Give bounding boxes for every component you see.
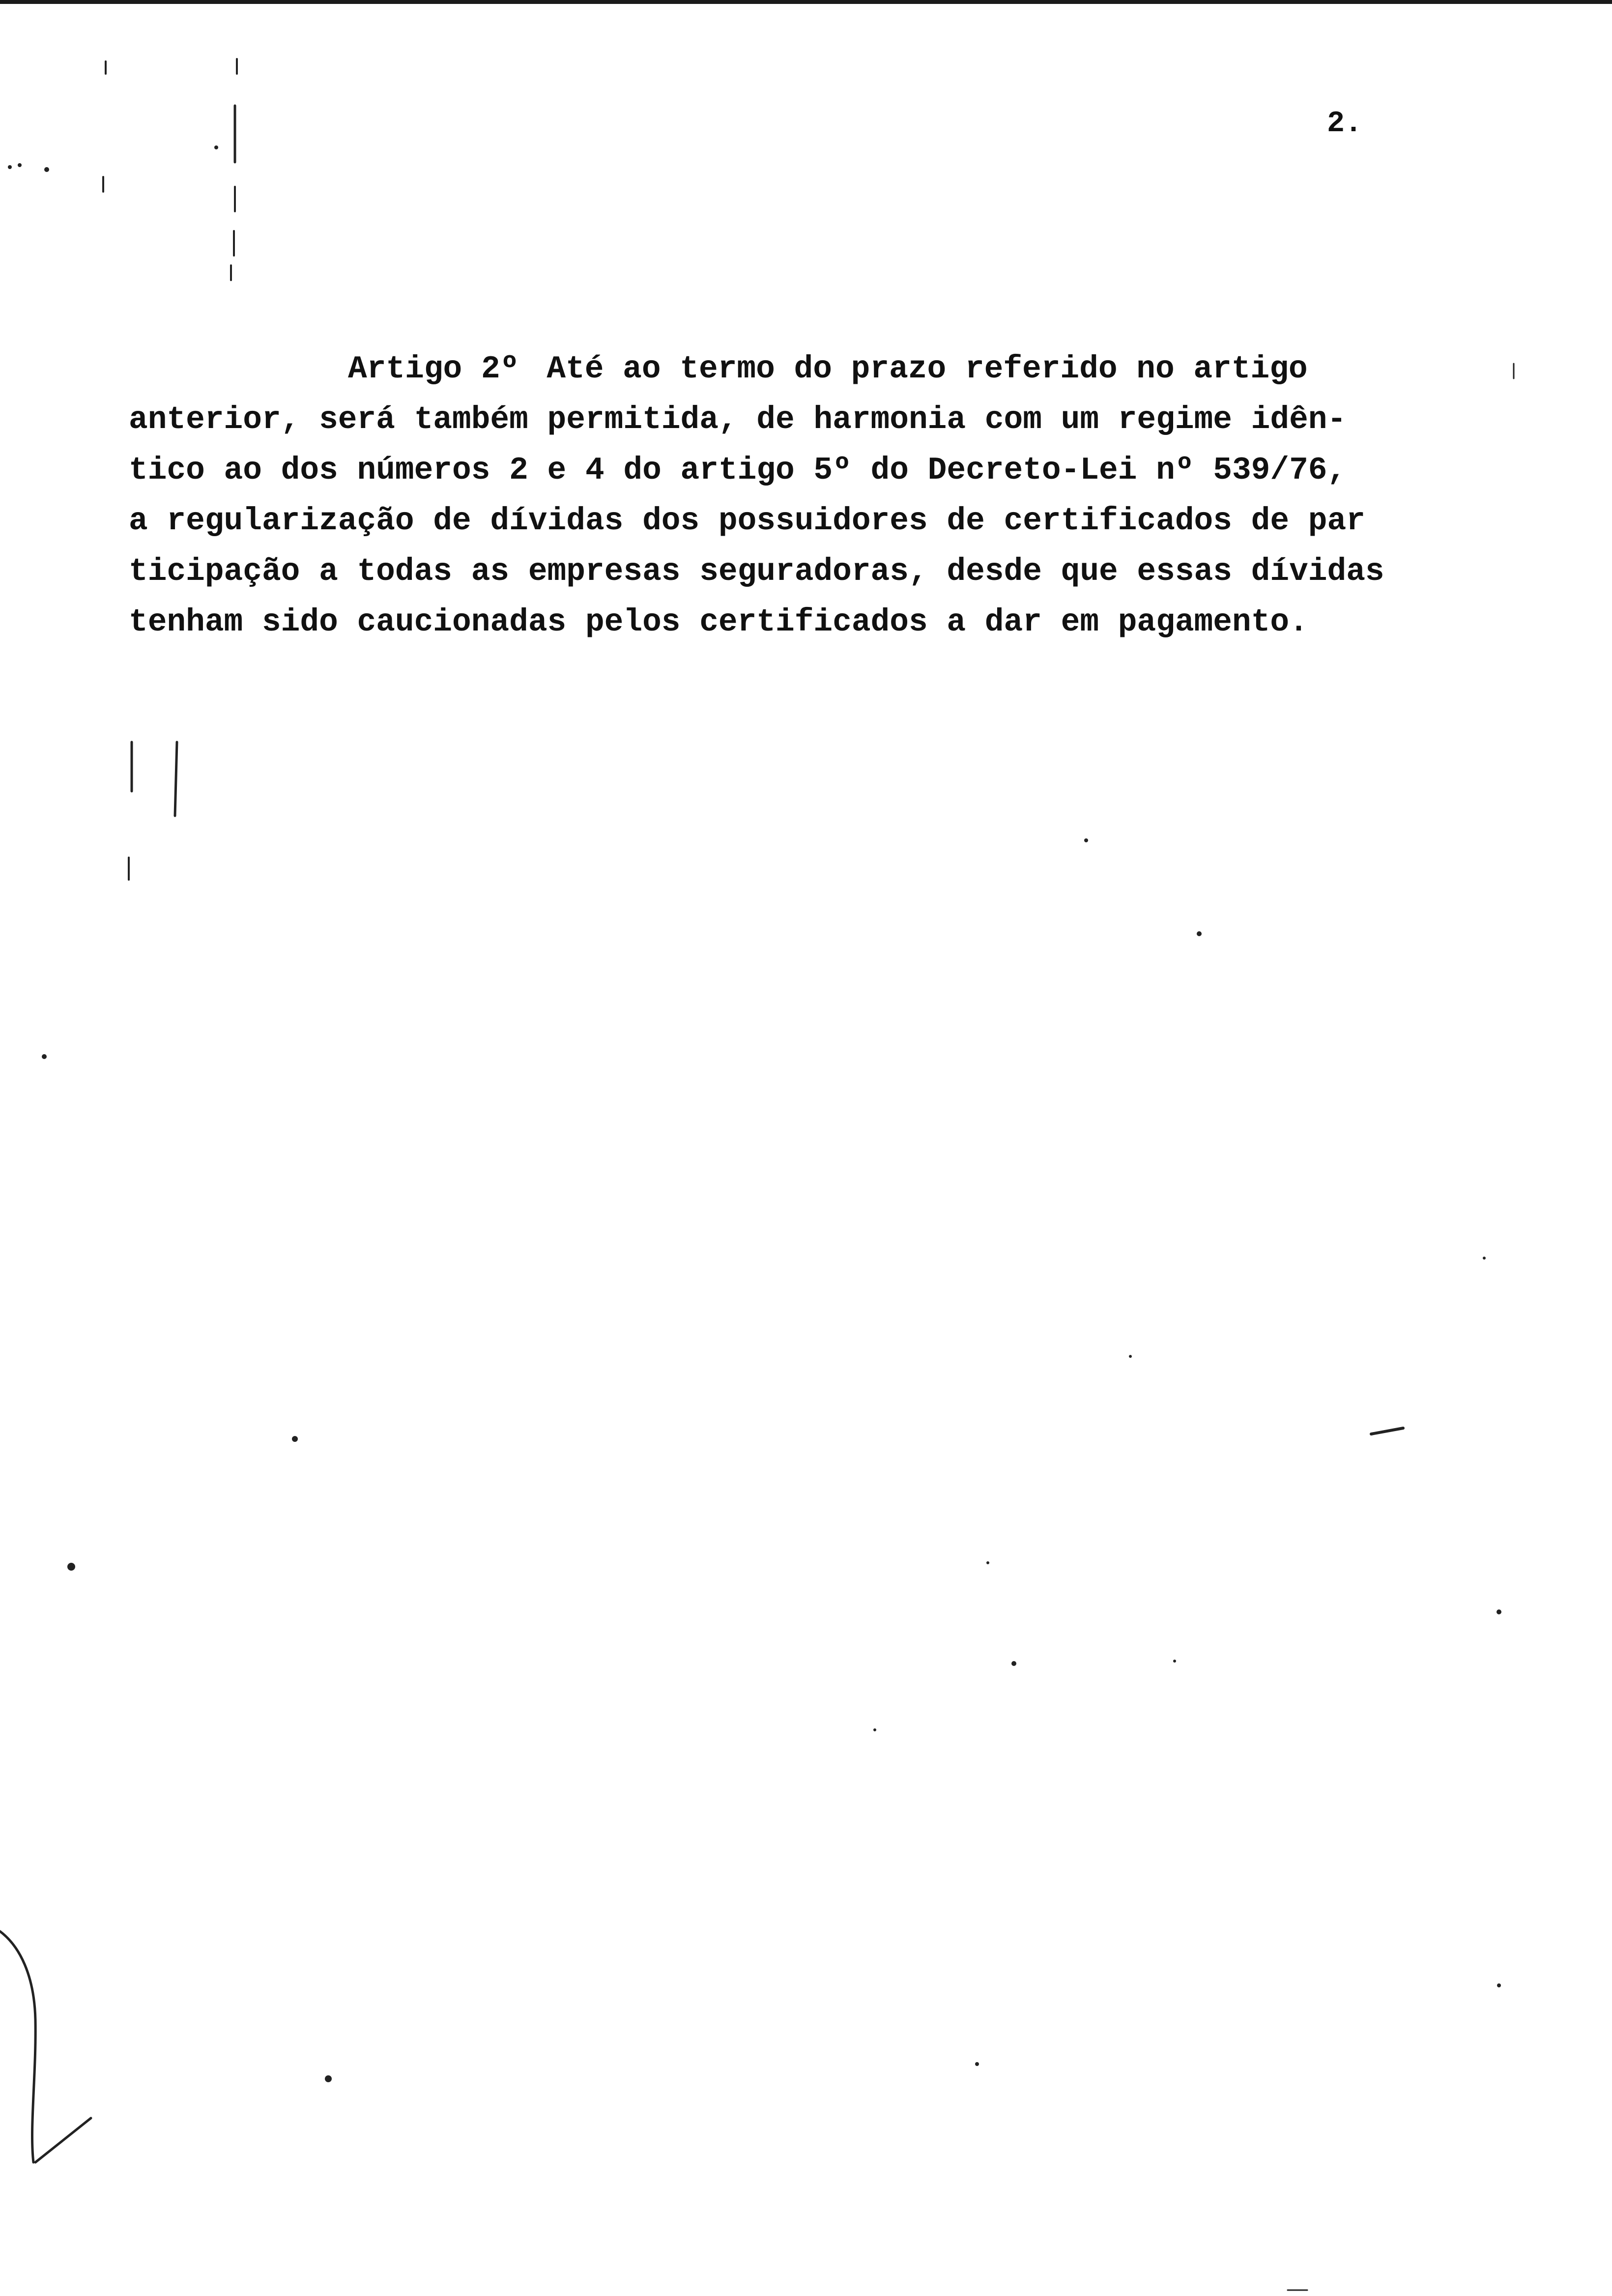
page-number: 2. bbox=[1327, 107, 1363, 141]
article-line-1: Até ao termo do prazo referido no artigo bbox=[547, 351, 1308, 387]
article-line-6: tenham sido caucionadas pelos certificados a dar em pagamento. bbox=[129, 604, 1308, 640]
article-line-2: anterior, será também permitida, de harmonia com um regime idên- bbox=[129, 402, 1347, 438]
article-label: Artigo 2º bbox=[348, 351, 519, 387]
article-line-3: tico ao dos números 2 e 4 do artigo 5º do Decreto-Lei nº 539/76, bbox=[129, 453, 1347, 488]
article-line-5: ticipação a todas as empresas seguradoras, desde que essas dívidas bbox=[129, 554, 1384, 590]
article-line-4: a regularização de dívidas dos possuidores de certificados de par bbox=[129, 503, 1365, 539]
